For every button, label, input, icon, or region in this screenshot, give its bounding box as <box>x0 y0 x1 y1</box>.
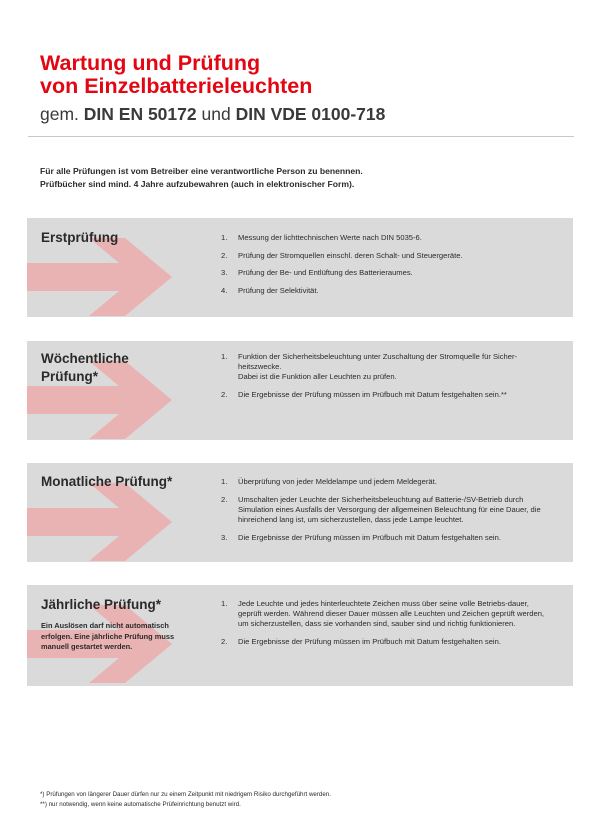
section-title-line-1: Wöchentliche <box>41 351 129 366</box>
footnote-2: **) nur notwendig, wenn keine automatische Prüfeinrichtung benutzt wird. <box>40 801 241 808</box>
list-item-text: Umschalten jeder Leuchte der Sicherheitsbeleuchtung auf Batterie-/SV-Betrieb durch Simulation eines Ausfalls der Versorgung der allgemeinen Beleuchtung für eine Dauer, die hinreichend lang ist, um sicherzustellen, dass jede Lampe leuchtet. <box>238 494 541 524</box>
section-erstpruefung <box>27 218 573 317</box>
list-item <box>221 599 551 630</box>
section-title-line-1: Jährliche Prüfung* <box>41 597 162 612</box>
section-note: Ein Auslösen darf nicht automatisch erfolgen. Eine jährliche Prüfung muss manuell gestartet werden. <box>41 621 175 651</box>
subtitle-standard-1: DIN EN 50172 <box>83 104 197 124</box>
list-item <box>221 495 551 526</box>
list-item <box>221 233 551 243</box>
subtitle-mid: und <box>196 104 236 124</box>
section-monatliche-pruefung <box>27 463 573 562</box>
list-item-text: Prüfung der Selektivität. <box>238 285 319 295</box>
section-title <box>41 473 172 491</box>
list-item-text: Überprüfung von jeder Meldelampe und jedem Meldegerät. <box>238 477 437 486</box>
list-item <box>221 477 551 487</box>
section-woechentliche-pruefung <box>27 341 573 440</box>
list-item-number: 2. <box>221 390 228 399</box>
section-list <box>221 352 551 408</box>
list-item-number: 4. <box>221 285 228 295</box>
list-item-number: 2. <box>221 494 228 504</box>
list-item <box>221 251 551 261</box>
list-item <box>221 286 551 296</box>
list-item-text: Prüfung der Be- und Entlüftung des Batterieraumes. <box>238 268 413 278</box>
list-item <box>221 637 551 647</box>
intro-line-2: Prüfbücher sind mind. 4 Jahre aufzubewahren (auch in elektronischer Form). <box>40 179 355 189</box>
page-subtitle <box>40 104 385 125</box>
section-title <box>41 596 161 614</box>
list-item-text: Die Ergebnisse der Prüfung müssen im Prüfbuch mit Datum festgehalten sein. <box>238 532 501 542</box>
section-title-line-2: Prüfung* <box>41 369 98 384</box>
list-item-number: 1. <box>221 352 228 361</box>
list-item-text: Prüfung der Stromquellen einschl. deren Schalt- und Steuergeräte. <box>238 250 463 260</box>
footnote-1: *) Prüfungen von längerer Dauer dürfen nur zu einem Zeitpunkt mit niedrigem Risiko durchgeführt werden. <box>40 791 331 798</box>
list-item-number: 3. <box>221 532 228 542</box>
list-item-text-extra: Dabei ist die Funktion aller Leuchten zu prüfen. <box>238 372 397 382</box>
list-item <box>221 533 551 543</box>
list-item-number: 2. <box>221 637 228 646</box>
list-item <box>221 390 551 400</box>
section-jaehrliche-pruefung <box>27 585 573 686</box>
section-title-line-1: Erstprüfung <box>41 230 119 245</box>
list-item-text: Messung der lichttechnischen Werte nach DIN 5035-6. <box>238 233 422 242</box>
list-item-number: 3. <box>221 268 228 278</box>
list-item-number: 1. <box>221 599 228 608</box>
header-divider <box>28 136 574 137</box>
section-title-line-1: Monatliche Prüfung* <box>41 474 173 489</box>
title-line-1: Wartung und Prüfung <box>40 51 261 75</box>
list-item-text: Die Ergebnisse der Prüfung müssen im Prüfbuch mit Datum festgehalten sein.** <box>238 390 507 399</box>
section-list <box>221 233 551 303</box>
list-item-number: 1. <box>221 233 228 242</box>
section-title <box>41 350 129 386</box>
subtitle-prefix: gem. <box>40 104 84 124</box>
intro-line-1: Für alle Prüfungen ist vom Betreiber eine verantwortliche Person zu benennen. <box>40 166 363 176</box>
section-list <box>221 599 551 655</box>
list-item-text: Jede Leuchte und jedes hinterleuchtete Zeichen muss über seine volle Betriebs-dauer, geprüft werden. Während dieser Dauer müssen alle Leuchten und Zeichen geprüft werden, um sicherzustellen, dass sie vorhanden sind, sauber sind und richtig funktionieren. <box>238 599 545 629</box>
intro-text <box>40 165 560 191</box>
list-item-text: Die Ergebnisse der Prüfung müssen im Prüfbuch mit Datum festgehalten sein. <box>238 637 501 646</box>
list-item-number: 2. <box>221 250 228 260</box>
section-title <box>41 229 118 247</box>
list-item <box>221 268 551 278</box>
footnotes <box>40 790 580 810</box>
list-item-number: 1. <box>221 477 228 486</box>
list-item-text: Funktion der Sicherheitsbeleuchtung unter Zuschaltung der Stromquelle für Sicher-heitszwecke. <box>238 352 518 372</box>
section-list <box>221 477 551 550</box>
title-line-2: von Einzelbatterieleuchten <box>40 74 313 98</box>
list-item <box>221 352 551 383</box>
subtitle-standard-2: DIN VDE 0100-718 <box>235 104 386 124</box>
page-title <box>40 52 312 98</box>
